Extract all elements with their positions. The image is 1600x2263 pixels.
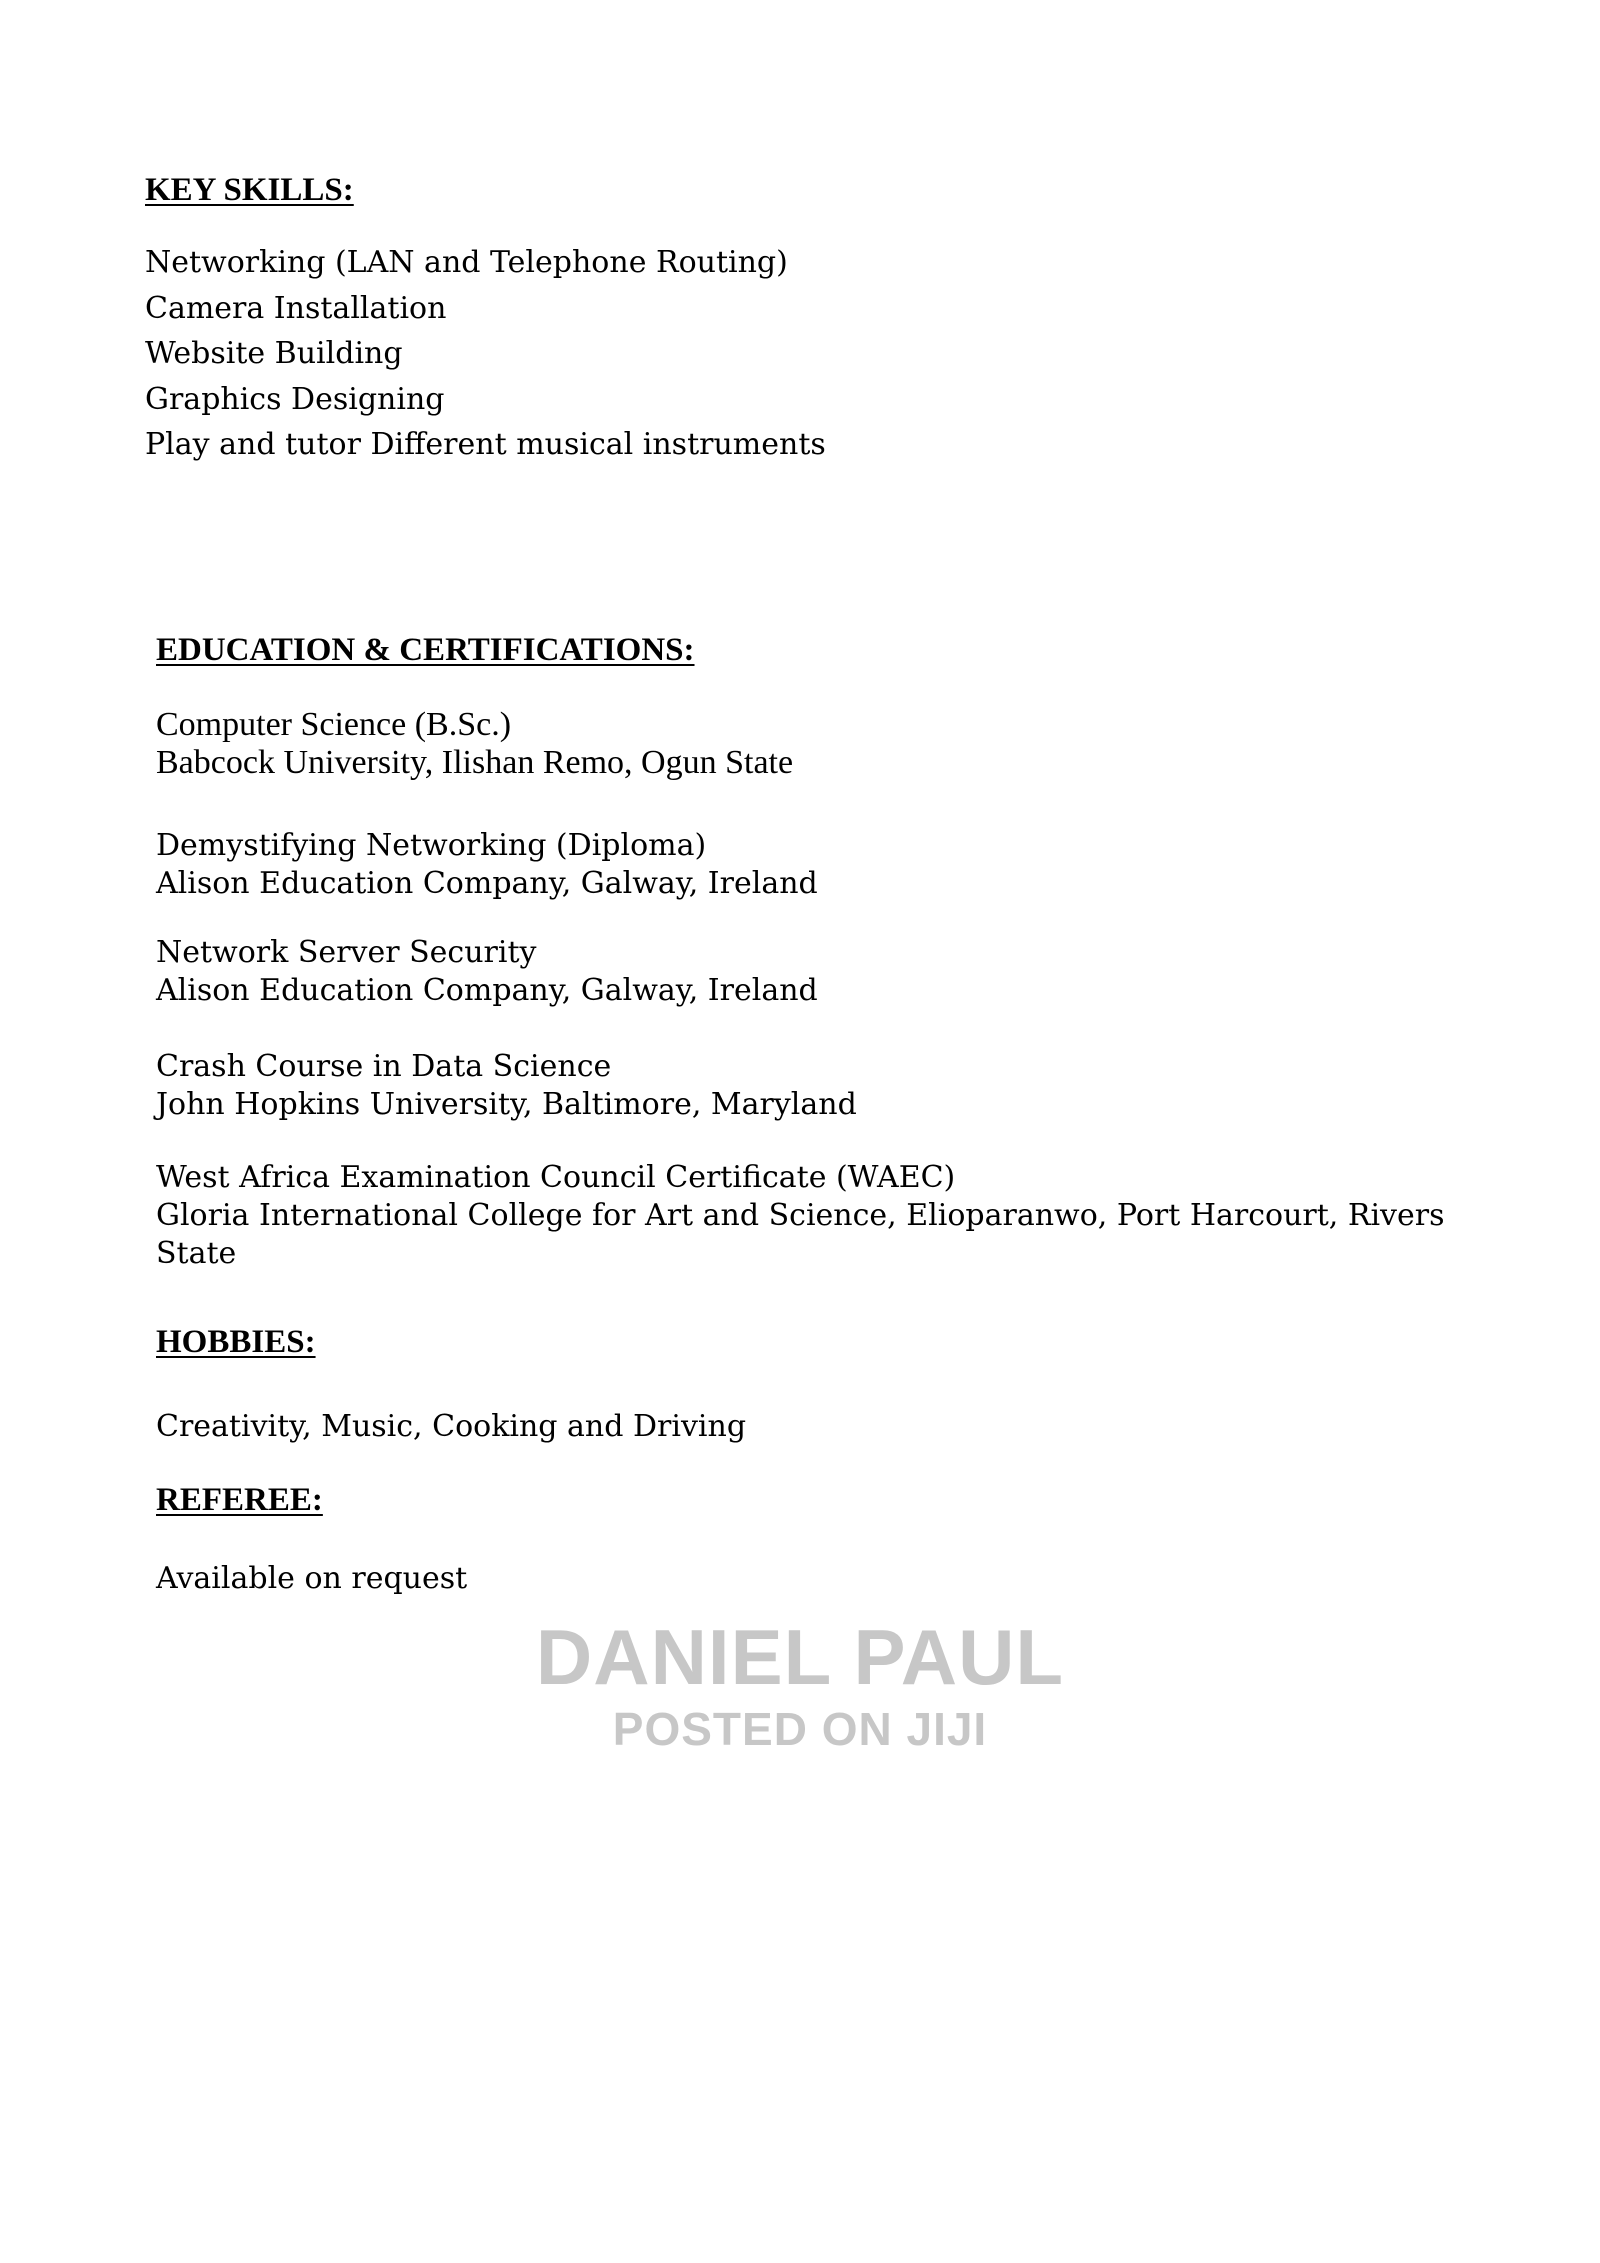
list-item: Networking (LAN and Telephone Routing) — [145, 245, 788, 280]
education-entry — [156, 706, 793, 782]
education-institution: Alison Education Company, Galway, Ireland — [156, 866, 818, 901]
list-item: Graphics Designing — [145, 381, 445, 417]
education-title: Demystifying Networking (Diploma) — [156, 828, 707, 863]
education-entry — [156, 827, 818, 903]
list-item: Play and tutor Different musical instruments — [145, 427, 826, 462]
hobbies-heading: HOBBIES: — [156, 1324, 316, 1360]
education-entry — [156, 934, 818, 1010]
education-institution: Gloria International College for Art and Science, Elioparanwo, Port Harcourt, Rivers — [156, 1198, 1445, 1233]
hobbies-text: Creativity, Music, Cooking and Driving — [156, 1409, 747, 1444]
key-skills-list — [145, 240, 826, 468]
watermark-name: DANIEL PAUL — [535, 1613, 1065, 1701]
key-skills-heading: KEY SKILLS: — [145, 172, 354, 208]
education-title: West Africa Examination Council Certificate (WAEC) — [156, 1160, 956, 1195]
list-item: Website Building — [145, 336, 403, 371]
education-heading: EDUCATION & CERTIFICATIONS: — [156, 632, 695, 668]
education-institution: John Hopkins University, Baltimore, Maryland — [156, 1087, 857, 1122]
education-entry — [156, 1048, 857, 1124]
education-title: Crash Course in Data Science — [156, 1049, 612, 1084]
education-title: Computer Science (B.Sc.) — [156, 706, 512, 743]
education-institution: State — [156, 1236, 237, 1271]
education-institution: Alison Education Company, Galway, Ireland — [156, 973, 818, 1008]
education-institution: Babcock University, Ilishan Remo, Ogun State — [156, 744, 794, 781]
referee-heading: REFEREE: — [156, 1482, 323, 1518]
list-item: Camera Installation — [145, 290, 447, 326]
education-entry — [156, 1159, 1444, 1273]
watermark-subtitle: POSTED ON JIJI — [612, 1703, 988, 1755]
referee-text: Available on request — [156, 1561, 468, 1596]
education-title: Network Server Security — [156, 935, 537, 970]
